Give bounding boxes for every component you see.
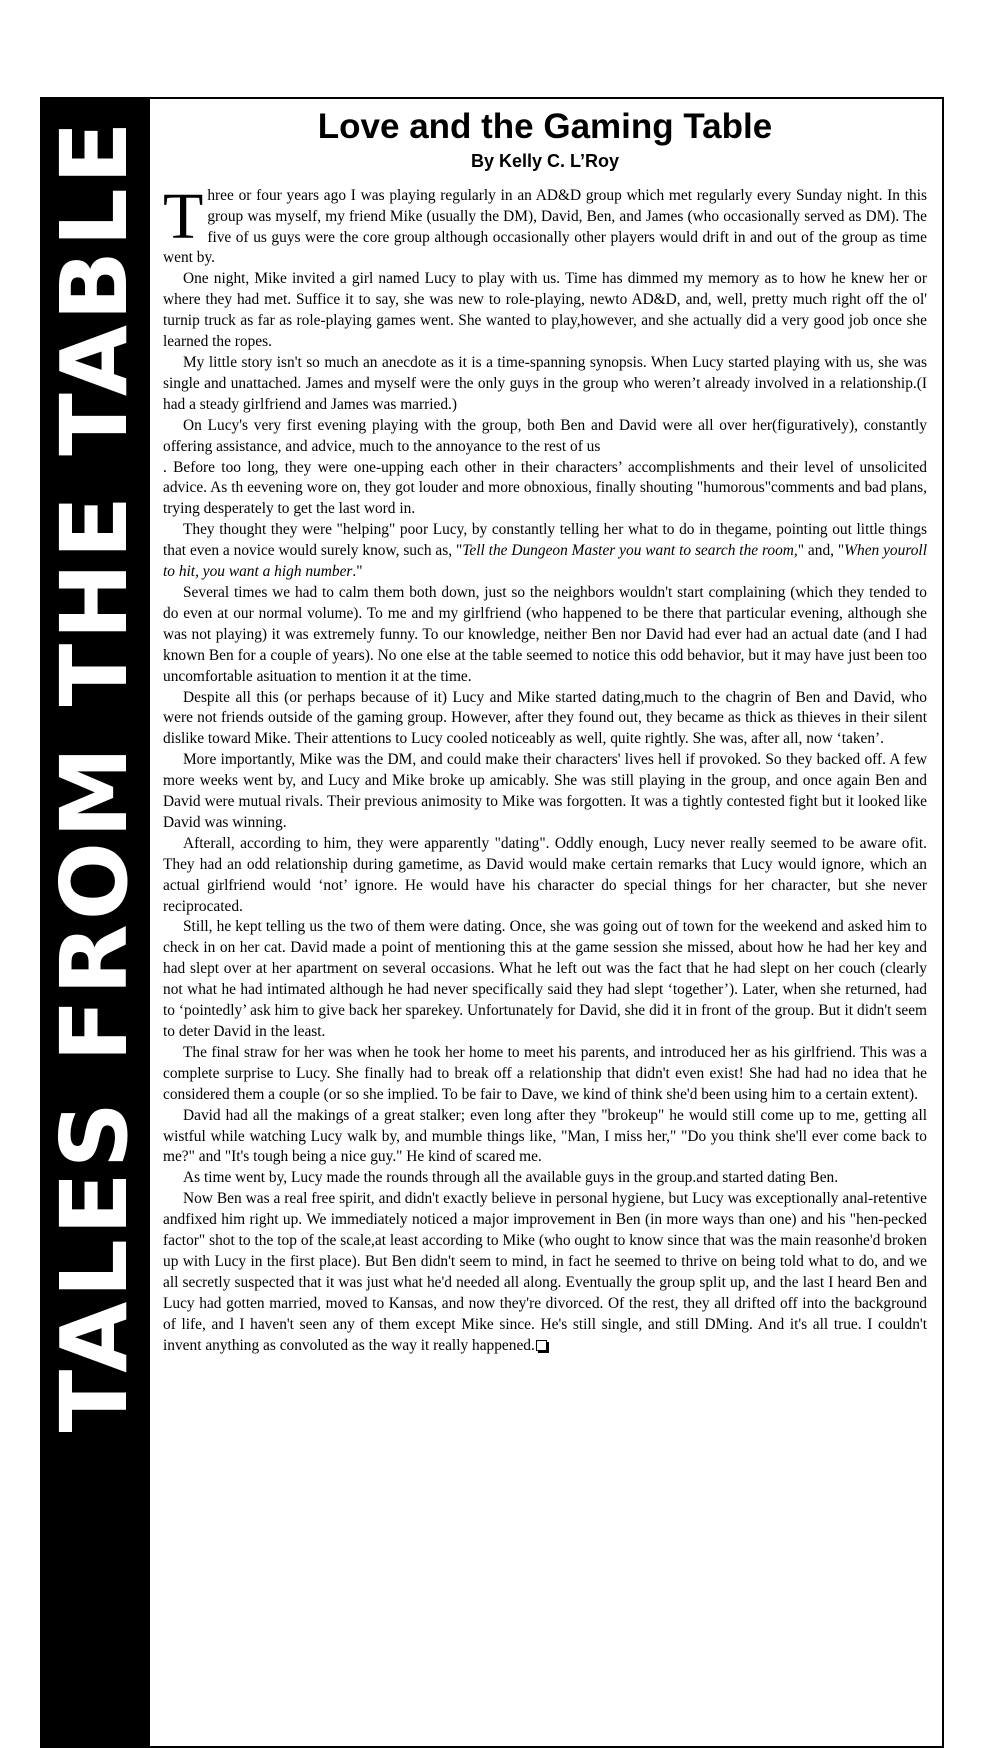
italic-quote: Tell the Dungeon Master you want to search the room, bbox=[462, 542, 798, 560]
paragraph: One night, Mike invited a girl named Lucy to play with us. Time has dimmed my memory as to how he knew her or where they had met. Suffice it to say, she was new to role-playing, newto AD&D, and, well, pretty much right off the ol' turnip truck as far as role-playing games went. She wanted to play,however, and she actually did a very good job once she learned the ropes. bbox=[163, 270, 927, 351]
paragraph-text: Now Ben was a real free spirit, and didn't exactly believe in personal hygiene, but Lucy was exceptionally anal-retentive andfixed him right up. We immediately noticed a major improvement in Ben (in more ways than one) and his "hen-pecked factor" shot to the top of the scale,at least according to Mike (who ought to know since that was the main reasonhe'd broken up with Lucy in the first place). But Ben didn't seem to mind, in fact he seemed to thrive on being told what to do, and we all secretly suspected that it was just what he'd needed all along. Eventually the group split up, and the last I heard Ben and Lucy had gotten married, moved to Kansas, and now they're divorced. Of the rest, they all drifted off into the background of life, and I haven't seen any of them except Mike since. He's still single, and still DMing. And it's all true. I couldn't invent anything as convoluted as the way it really happened. bbox=[163, 1190, 927, 1354]
article-body bbox=[163, 179, 927, 1357]
paragraph: My little story isn't so much an anecdote as it is a time-spanning synopsis. When Lucy started playing with us, she was single and unattached. James and myself were the only guys in the group who weren’t already involved in a relationship.(I had a steady girlfriend and James was married.) bbox=[163, 354, 927, 413]
paragraph-text: They thought they were "helping" poor Lucy, by constantly telling her what to do in thegame, pointing out little things that even a novice would surely know, such as, " bbox=[163, 521, 927, 560]
paragraph bbox=[163, 520, 927, 583]
paragraph: . Before too long, they were one-upping each other in their characters’ accomplishments and their level of unsolicited advice. As th eevening wore on, they got louder and more obnoxious, finally shouting "humorous"comments and bad plans, trying desperately to get the last word in. bbox=[163, 458, 927, 518]
paragraph bbox=[163, 1189, 927, 1356]
paragraph: Several times we had to calm them both down, just so the neighbors wouldn't start complaining (which they tended to do even at our normal volume). To me and my girlfriend (who happened to be there that particular evening, although she was not playing) it was extremely funny. To our knowledge, neither Ben nor David had ever had an actual date (and I had known Ben for a couple of years). No one else at the table seemed to notice this odd behavior, but it may have just been too uncomfortable asituation to mention it at the time. bbox=[163, 583, 927, 685]
italic-quote: When youroll to hit, you want a high number bbox=[163, 542, 927, 581]
article-byline: By Kelly C. L’Roy bbox=[470, 150, 620, 171]
paragraph: David had all the makings of a great stalker; even long after they "brokeup" he would still come up to me, getting all wistful while watching Lucy walk by, and mumble things like, "Man, I miss her," "Do you think she'll ever come back to me?" and "It's tough being a nice guy." He kind of scared me. bbox=[163, 1106, 927, 1166]
paragraph: On Lucy's very first evening playing with the group, both Ben and David were all over her(figuratively), constantly offering assistance, and advice, much to the annoyance to the rest of us bbox=[163, 416, 927, 455]
paragraph: Still, he kept telling us the two of them were dating. Once, she was going out of town for the weekend and asked him to check in on her cat. David made a point of mentioning this at the game session she missed, about how he had her key and had slept over at her apartment on several occasions. What he left out was the fact that he had slept on her couch (clearly not what he had intimated although he had never specifically said they had slept ‘together’). Later, when she returned, had to ‘pointedly’ ask him to give back her sparekey. Unfortunately for David, she did it in front of the group. But it didn't seem to deter David in the least. bbox=[163, 918, 927, 1040]
paragraph: Afterall, according to him, they were apparently "dating". Oddly enough, Lucy never really seemed to be aware ofit. They had an odd relationship during gametime, as David would make certain remarks that Lucy would ignore, which an actual girlfriend would ‘not’ ignore. He would have his character do special things for her character, but she never reciprocated. bbox=[163, 834, 927, 915]
paragraph: The final straw for her was when he took her home to meet his parents, and introduced her as his girlfriend. This was a complete surprise to Lucy. She finally had to break off a relationship that didn't even exist! She had had no idea that he considered them a couple (or so she implied. To be fair to Dave, we kind of think she'd been using him to a certain extent). bbox=[163, 1043, 927, 1103]
paragraph bbox=[163, 179, 927, 270]
drop-cap: T bbox=[163, 179, 204, 253]
section-title: TALES FROM THE TABLE bbox=[41, 117, 148, 1433]
paragraph: More importantly, Mike was the DM, and could make their characters' lives hell if provoked. So they backed off. A few more weeks went by, and Lucy and Mike broke up amicably. She was still playing in the group, and once again Ben and David were mutual rivals. Their previous animosity to Mike was forgotten. It was a tightly contested fight but it looked like David was winning. bbox=[163, 751, 927, 831]
paragraph: As time went by, Lucy made the rounds through all the available guys in the group.and started dating Ben. bbox=[183, 1169, 839, 1187]
paragraph: Despite all this (or perhaps because of it) Lucy and Mike started dating,much to the chagrin of Ben and David, who were not friends outside of the gaming group. However, after they found out, they became as thick as thieves in their silent dislike toward Mike. Their attentions to Lucy cooled noticeably as well, quite rightly. She was, after all, now ‘taken’. bbox=[163, 688, 927, 748]
paragraph-text: " and, " bbox=[797, 542, 845, 560]
paragraph-text: hree or four years ago I was playing regularly in an AD&D group which met regularly every Sunday night. In this group was myself, my friend Mike (usually the DM), David, Ben, and James (who occasionally served as DM). The five of us guys were the core group although occasionally other players would drift in and out of the group as time went by. bbox=[163, 186, 927, 267]
paragraph-text: ." bbox=[352, 563, 363, 581]
article bbox=[163, 97, 927, 1357]
article-title: Love and the Gaming Table bbox=[317, 107, 773, 146]
end-mark-icon bbox=[536, 1340, 547, 1351]
